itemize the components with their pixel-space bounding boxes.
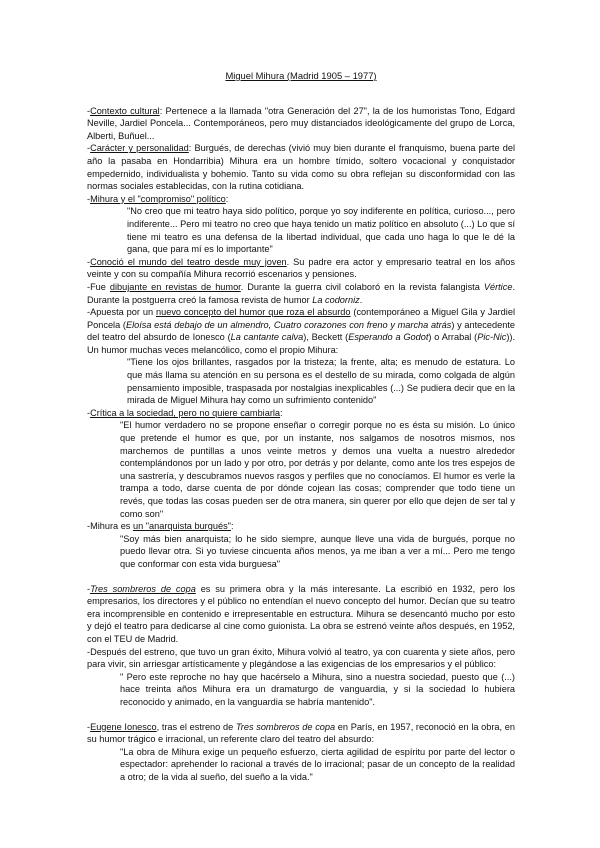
heading-anarquista: un "anarquista burgués" — [132, 521, 231, 532]
paragraph-tres-sombreros: -Tres sombreros de copa es su primera obra y la más interesante. La escribió en 1932, pero los empresarios, los directores y el público no entendían el nuevo concepto del humor. Decían que su teatro era incomprensible en contenido e irrepresentable en estructura. Mihura se desencantó mucho por esto y dejó el teatro para dedicarse al cine como guionista. La obra se estrenó veinte años después, en 1952, con el TEU de Madrid. — [87, 583, 515, 644]
document-title: Miguel Mihura (Madrid 1905 – 1977) — [225, 70, 377, 81]
paragraph-critica: -Crítica a la sociedad, pero no quiere cambiarla: — [87, 407, 283, 418]
document-page — [87, 70, 515, 783]
heading-ionesco: Eugene Ionesco — [90, 721, 157, 732]
work-ionesco: La cantante calva — [230, 332, 304, 343]
paragraph-compromiso: -Mihura y el "compromiso" político: — [87, 193, 229, 204]
heading-humor-absurdo: nuevo concepto del humor que roza el absurdo — [155, 307, 351, 318]
quote-ionesco: "La obra de Mihura exige un pequeño esfuerzo, cierta agilidad de espíritu por parte del lector o espectador: aprehender lo racional a través de lo irracional; pasar de un concepto de la realidad a otro; de la vida al sueño, del sueño a la vida." — [120, 746, 515, 782]
paragraph-humor-absurdo: -Apuesta por un nuevo concepto del humor que roza el absurdo (contemporáneo a Miguel Gila y Jardiel Poncela (Eloísa está debajo de un almendro, Cuatro corazones con freno y marcha atrás) y antecedente del teatro del absurdo de Ionesco (La cantante calva), Beckett (Esperando a Godot) o Arrabal (Pic-Nic)). Un humor muchas veces melancólico, como el propio Mihura: — [87, 307, 516, 355]
paragraph-ionesco: -Eugene Ionesco, tras el estreno de Tres sombreros de copa en París, en 1957, reconoció en la obra, en su humor trágico e irracional, un referente claro del teatro del absurdo: — [87, 721, 515, 745]
heading-critica: Crítica a la sociedad, pero no quiere cambiarla — [90, 407, 281, 418]
paragraph-anarquista: -Mihura es un "anarquista burgués": — [87, 521, 234, 532]
work-beckett: Esperando a Godot — [348, 332, 429, 343]
spacer — [87, 571, 515, 583]
paragraph-despues-estreno: -Después del estreno, que tuvo un gran éxito, Mihura volvió al teatro, ya con cuarenta y siete años, pero para vivir, sin arriesgar artísticamente y plegándose a las exigencias de los empresarios y el público: — [87, 646, 515, 670]
paragraph-teatro-joven: -Conoció el mundo del teatro desde muy joven. Su padre era actor y empresario teatral en los años veinte y con su compañía Mihura recorrió escenarios y pensiones. — [87, 256, 515, 280]
quote-compromiso: "No creo que mi teatro haya sido político, porque yo soy indiferente en política, curioso..., pero indiferente... Pero mi teatro no creo que haya tenido un matiz político en absoluto (...) Lo que sí tiene mi teatro es una defensa de la libertad individual, que cada uno haga lo que le dé la gana, que para mí es lo importante" — [127, 206, 515, 255]
paragraph-caracter: -Carácter y personalidad: Burgués, de derechas (vivió muy bien durante el franquismo, buena parte del año la pasaba en Hondarribia) Mihura era un hombre tímido, soltero vocacional y conquistador empedernido, individualista y bohemio. Tanto su vida como su obra reflejan su disconformidad con las normas sociales establecidas, con la rutina cotidiana. — [87, 143, 515, 192]
work-arrabal: Pic-Nic — [477, 332, 507, 343]
heading-caracter: Carácter y personalidad — [90, 143, 189, 154]
heading-tres-sombreros: Tres sombreros de copa — [90, 583, 196, 594]
heading-compromiso: Mihura y el "compromiso" político — [90, 193, 226, 204]
quote-mirada: "Tiene los ojos brillantes, rasgados por la tristeza; la frente, alta; es menudo de estatura. Lo que más llama su atención en su persona es el destello de su mirada, como colgada de algún pensamiento imposible, traspasada por nostalgias inexplicables (...) Se pudiera decir que en la mirada de Miguel Mihura hay como un sufrimiento contenido" — [127, 357, 515, 406]
heading-contexto-cultural: Contexto cultural — [90, 105, 160, 116]
quote-anarquista: "Soy más bien anarquista; lo he sido siempre, aunque lleve una vida de burgués, porque no puedo llevar otra. Si yo tuviese cincuenta años menos, ya me iban a ver a mí... Pero me tengo que conformar con esta vida burguesa" — [120, 533, 515, 569]
heading-teatro-joven: Conoció el mundo del teatro desde muy joven — [90, 256, 287, 267]
paragraph-contexto-cultural: -Contexto cultural: Pertenece a la llamada "otra Generación del 27", la de los humoristas Tono, Edgard Neville, Jardiel Poncela... Contemporáneos, pero muy distanciados ideológicamente del grupo de Lorca, Alberti, Buñuel... — [87, 105, 515, 141]
magazine-vertice: Vértice — [483, 281, 513, 292]
work-tres-sombreros: Tres sombreros de copa — [235, 721, 336, 732]
quote-reproche: " Pero este reproche no hay que hacérselo a Mihura, sino a nuestra sociedad, puesto que (...) hace treinta años Mihura era un dramaturgo de vanguardia, y si la sociedad lo hubiera reconocido y animado, en la vanguardia se habría mantenido". — [120, 671, 515, 707]
work-jardiel: Eloísa está debajo de un almendro, Cuatro corazones con freno y marcha atrás — [125, 319, 452, 330]
quote-humor-verdadero: "El humor verdadero no se propone enseñar o corregir porque no es ésta su misión. Lo único que pretende el humor es que, por un instante, nos salgamos de nosotros mismos, nos marchemos de puntillas a unos veinte metros y demos una vuelta a nuestro alrededor contemplándonos por un lado y por otro, por detrás y por delante, como ante los tres espejos de una sastrería, y descubramos nuevos rasgos y perfiles que no conocíamos. El humor es verle la trampa a todo, darse cuenta de por dónde cojean las cosas; comprender que todo tiene un revés, que todas las cosas pueden ser de otra manera, sin querer por ello que dejen de ser tal y como son" — [120, 420, 515, 519]
spacer — [87, 709, 515, 721]
magazine-codorniz: La codorniz — [312, 294, 360, 305]
heading-dibujante: dibujante en revistas de humor — [109, 281, 241, 292]
paragraph-dibujante: -Fue dibujante en revistas de humor. Durante la guerra civil colaboró en la revista falangista Vértice. Durante la postguerra creó la famosa revista de humor La codorniz. — [87, 281, 515, 305]
